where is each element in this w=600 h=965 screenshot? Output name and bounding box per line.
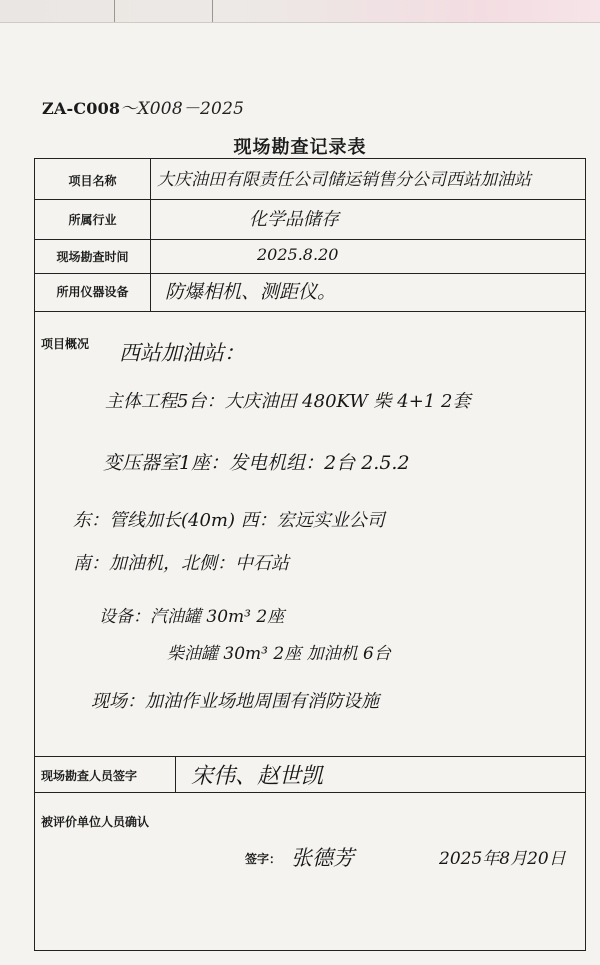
project-name-value: 大庆油田有限责任公司储运销售分公司西站加油站 <box>157 170 531 190</box>
overview-line: 东：管线加长(40m) 西：宏远实业公司 <box>73 510 385 531</box>
label-column-divider <box>150 159 151 311</box>
row-divider <box>35 756 585 757</box>
survey-record-form <box>34 158 586 951</box>
overview-line: 柴油罐 30m³ 2座 加油机 6台 <box>167 644 391 664</box>
overview-line: 主体工程5台：大庆油田 480KW 柴 4+1 2套 <box>105 391 471 412</box>
row-divider <box>35 199 585 200</box>
surveyor-signature: 宋伟、赵世凯 <box>191 764 324 789</box>
row-divider <box>35 273 585 274</box>
industry-value: 化学品储存 <box>249 209 339 230</box>
page-title: 现场勘查记录表 <box>233 137 367 158</box>
document-code-printed: ZA-C008 <box>42 99 121 118</box>
instruments-value: 防爆相机、测距仪。 <box>165 281 337 303</box>
confirm-date: 2025年8月20日 <box>439 849 566 869</box>
project-name-label: 项目名称 <box>68 174 117 188</box>
overview-line: 现场：加油作业场地周围有消防设施 <box>91 691 379 712</box>
industry-label: 所属行业 <box>68 213 117 227</box>
row-divider <box>35 239 585 240</box>
confirm-signature: 张德芳 <box>291 846 354 870</box>
row-divider <box>35 792 585 793</box>
document-code-handwritten: ～X008－2025 <box>120 99 245 119</box>
survey-time-value: 2025.8.20 <box>257 245 339 264</box>
surveyor-label: 现场勘查人员签字 <box>41 769 138 783</box>
instruments-label: 所用仪器设备 <box>56 285 129 299</box>
top-paper-strip <box>0 0 600 23</box>
surveyor-column-divider <box>175 756 176 792</box>
confirm-sign-label: 签字： <box>245 852 282 866</box>
overview-line: 南：加油机，北侧：中石站 <box>73 553 289 574</box>
strip-divider <box>114 0 115 22</box>
overview-label: 项目概况 <box>41 337 90 351</box>
survey-time-label: 现场勘查时间 <box>56 250 129 264</box>
overview-line: 变压器室1座：发电机组：2台 2.5.2 <box>103 452 410 474</box>
row-divider <box>35 311 585 312</box>
strip-divider <box>212 0 213 22</box>
document-code <box>42 94 244 119</box>
confirm-label: 被评价单位人员确认 <box>41 815 150 829</box>
overview-line: 设备：汽油罐 30m³ 2座 <box>99 607 285 627</box>
overview-line: 西站加油站： <box>119 341 245 365</box>
